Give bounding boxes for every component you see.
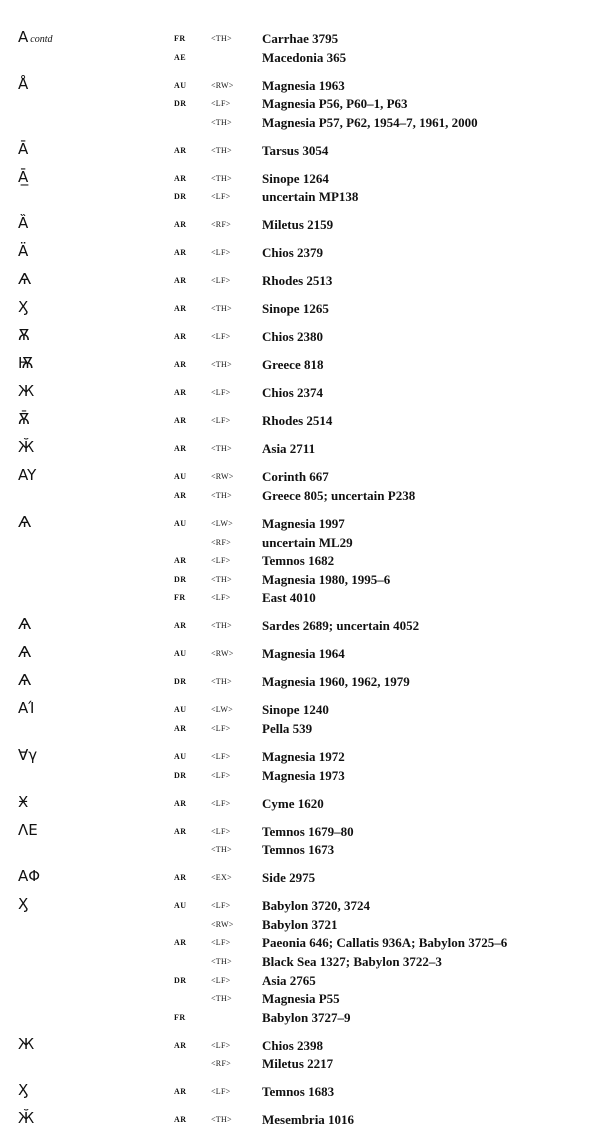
position-code: <TH> xyxy=(211,845,232,854)
position-code: <TH> xyxy=(211,34,232,43)
metal-code: AR xyxy=(174,491,187,500)
monogram-glyph xyxy=(18,270,31,288)
position-code: <TH> xyxy=(211,146,232,155)
monogram-glyph xyxy=(18,1109,34,1127)
catalogue-line xyxy=(0,1111,605,1129)
metal-code: AR xyxy=(174,873,187,882)
catalogue-line xyxy=(0,1055,605,1073)
metal-code: AE xyxy=(174,53,187,62)
monogram-text: Ӽ xyxy=(18,298,29,316)
catalogue-line xyxy=(0,552,605,570)
catalogue-line xyxy=(0,384,605,402)
catalogue-line xyxy=(0,645,605,663)
mint-reference: Tarsus 3054 xyxy=(262,143,329,158)
mint-reference: Paeonia 646; Callatis 936A; Babylon 3725–6 xyxy=(262,935,508,950)
position-code: <LF> xyxy=(211,938,231,947)
monogram-glyph xyxy=(18,513,31,531)
position-code: <TH> xyxy=(211,677,232,686)
monogram-text: Ā xyxy=(18,140,29,158)
monogram-text: Ӓ xyxy=(18,242,29,260)
catalogue-line xyxy=(0,972,605,990)
catalogue-line xyxy=(0,953,605,971)
monogram-text: Ѧ xyxy=(18,513,32,531)
mint-reference: Black Sea 1327; Babylon 3722–3 xyxy=(262,954,442,969)
monogram-text: Ӂ xyxy=(18,438,35,456)
mint-reference: Temnos 1679–80 xyxy=(262,824,354,839)
metal-code: AR xyxy=(174,360,187,369)
mint-reference: Temnos 1682 xyxy=(262,553,335,568)
catalogue-line xyxy=(0,244,605,262)
monogram-text: Ѧ xyxy=(18,671,32,689)
position-code: <TH> xyxy=(211,621,232,630)
mint-reference: Magnesia 1964 xyxy=(262,646,345,661)
monogram-glyph xyxy=(18,466,36,484)
catalogue-line xyxy=(0,30,605,48)
position-code: <LF> xyxy=(211,248,231,257)
position-code: <LF> xyxy=(211,99,231,108)
metal-code: AU xyxy=(174,752,187,761)
mint-reference: Pella 539 xyxy=(262,721,313,736)
monogram-glyph xyxy=(18,438,34,456)
mint-reference: Magnesia P56, P60–1, P63 xyxy=(262,96,408,111)
mint-reference: Magnesia 1963 xyxy=(262,78,345,93)
catalogue-line xyxy=(0,515,605,533)
catalogue-line xyxy=(0,795,605,813)
monogram-text: Ȁ xyxy=(18,214,29,232)
mint-reference: Greece 805; uncertain P238 xyxy=(262,488,416,503)
monogram-text: Ж xyxy=(18,1035,35,1053)
position-code: <RF> xyxy=(211,220,232,229)
position-code: <RW> xyxy=(211,472,234,481)
metal-code: AR xyxy=(174,1115,187,1124)
catalogue-line xyxy=(0,1037,605,1055)
catalogue-line xyxy=(0,534,605,552)
position-code: <LF> xyxy=(211,799,231,808)
catalogue-line xyxy=(0,412,605,430)
mint-reference: Magnesia 1997 xyxy=(262,516,345,531)
catalogue-line xyxy=(0,170,605,188)
mint-reference: Magnesia 1972 xyxy=(262,749,345,764)
position-code: <LF> xyxy=(211,901,231,910)
position-code: <TH> xyxy=(211,491,232,500)
mint-reference: Greece 818 xyxy=(262,357,324,372)
monogram-text: Ѧ xyxy=(18,270,32,288)
catalogue-line xyxy=(0,673,605,691)
position-code: <LF> xyxy=(211,976,231,985)
mint-reference: Corinth 667 xyxy=(262,469,329,484)
catalogue-line xyxy=(0,571,605,589)
catalogue-line xyxy=(0,356,605,374)
metal-code: AU xyxy=(174,519,187,528)
position-code: <LF> xyxy=(211,771,231,780)
metal-code: FR xyxy=(174,34,186,43)
position-code: <LF> xyxy=(211,332,231,341)
catalogue-line xyxy=(0,1009,605,1027)
metal-code: AU xyxy=(174,81,187,90)
monogram-text: Ѧ xyxy=(18,643,32,661)
mint-reference: Miletus 2217 xyxy=(262,1056,334,1071)
monogram-text: ΑΊ xyxy=(18,699,35,717)
position-code: <LF> xyxy=(211,752,231,761)
position-code: <TH> xyxy=(211,957,232,966)
position-code: <LF> xyxy=(211,827,231,836)
monogram-text: Ѫ̄ xyxy=(18,410,30,428)
monogram-text: Ѧ xyxy=(18,615,32,633)
monogram-glyph xyxy=(18,28,52,49)
monogram-glyph xyxy=(18,298,28,316)
metal-code: AR xyxy=(174,388,187,397)
metal-code: AR xyxy=(174,332,187,341)
position-code: <TH> xyxy=(211,304,232,313)
mint-reference: Sinope 1265 xyxy=(262,301,329,316)
position-code: <RF> xyxy=(211,538,232,547)
monogram-glyph xyxy=(18,643,31,661)
catalogue-line xyxy=(0,49,605,67)
position-code: <LF> xyxy=(211,192,231,201)
monogram-text: Ӿ xyxy=(18,793,29,811)
catalogue-line xyxy=(0,823,605,841)
metal-code: AU xyxy=(174,472,187,481)
metal-code: AR xyxy=(174,621,187,630)
mint-reference: Magnesia P55 xyxy=(262,991,340,1006)
metal-code: AR xyxy=(174,276,187,285)
metal-code: DR xyxy=(174,771,187,780)
monogram-glyph xyxy=(18,140,28,158)
mint-reference: Asia 2765 xyxy=(262,973,316,988)
monogram-text: Ā̲ xyxy=(18,168,29,186)
metal-code: AR xyxy=(174,938,187,947)
position-code: <LF> xyxy=(211,1087,231,1096)
catalogue-line xyxy=(0,841,605,859)
position-code: <LF> xyxy=(211,1041,231,1050)
monogram-glyph xyxy=(18,821,38,839)
position-code: <TH> xyxy=(211,118,232,127)
position-code: <LF> xyxy=(211,416,231,425)
monogram-text: Ɐγ xyxy=(18,746,38,764)
metal-code: AR xyxy=(174,827,187,836)
metal-code: AR xyxy=(174,304,187,313)
catalogue-line xyxy=(0,216,605,234)
monogram-text: ΛΕ xyxy=(18,821,38,839)
catalogue-line xyxy=(0,589,605,607)
mint-reference: Side 2975 xyxy=(262,870,316,885)
monogram-glyph xyxy=(18,168,28,186)
monogram-glyph xyxy=(18,671,31,689)
metal-code: DR xyxy=(174,192,187,201)
position-code: <LF> xyxy=(211,388,231,397)
catalogue-line xyxy=(0,990,605,1008)
position-code: <TH> xyxy=(211,994,232,1003)
monogram-text: AY xyxy=(18,466,37,484)
catalogue-line xyxy=(0,617,605,635)
monogram-glyph xyxy=(18,895,28,913)
mint-reference: Rhodes 2514 xyxy=(262,413,333,428)
position-code: <RW> xyxy=(211,920,234,929)
monogram-glyph xyxy=(18,382,34,400)
mint-reference: Babylon 3721 xyxy=(262,917,338,932)
catalogue-line xyxy=(0,114,605,132)
catalogue-line xyxy=(0,869,605,887)
monogram-glyph xyxy=(18,746,37,764)
metal-code: FR xyxy=(174,593,186,602)
position-code: <TH> xyxy=(211,575,232,584)
monogram-glyph xyxy=(18,326,30,344)
monogram-text: A xyxy=(18,28,29,46)
monogram-glyph xyxy=(18,410,30,428)
catalogue-line xyxy=(0,95,605,113)
metal-code: AR xyxy=(174,556,187,565)
monogram-glyph xyxy=(18,1035,34,1053)
catalogue-line xyxy=(0,1083,605,1101)
mint-reference: Babylon 3720, 3724 xyxy=(262,898,370,913)
metal-code: AR xyxy=(174,1087,187,1096)
monogram-glyph xyxy=(18,699,34,717)
position-code: <TH> xyxy=(211,360,232,369)
catalogue-line xyxy=(0,272,605,290)
catalogue-line xyxy=(0,77,605,95)
mint-reference: Chios 2374 xyxy=(262,385,324,400)
position-code: <EX> xyxy=(211,873,232,882)
mint-reference: Magnesia 1973 xyxy=(262,768,345,783)
mint-reference: Macedonia 365 xyxy=(262,50,347,65)
metal-code: AR xyxy=(174,799,187,808)
metal-code: AU xyxy=(174,649,187,658)
mint-reference: Temnos 1683 xyxy=(262,1084,335,1099)
mint-reference: East 4010 xyxy=(262,590,316,605)
catalogue-line xyxy=(0,468,605,486)
mint-reference: uncertain ML29 xyxy=(262,535,353,550)
metal-code: AR xyxy=(174,444,187,453)
mint-reference: Magnesia P57, P62, 1954–7, 1961, 2000 xyxy=(262,115,478,130)
metal-code: DR xyxy=(174,99,187,108)
continued-label: contd xyxy=(30,34,53,45)
metal-code: AR xyxy=(174,416,187,425)
metal-code: AR xyxy=(174,220,187,229)
catalogue-line xyxy=(0,328,605,346)
metal-code: FR xyxy=(174,1013,186,1022)
monogram-glyph xyxy=(18,867,40,885)
monogram-glyph xyxy=(18,354,33,372)
catalogue-line xyxy=(0,701,605,719)
mint-reference: Miletus 2159 xyxy=(262,217,334,232)
monogram-text: Å xyxy=(18,75,29,93)
position-code: <LF> xyxy=(211,593,231,602)
monogram-glyph xyxy=(18,214,28,232)
mint-reference: Sardes 2689; uncertain 4052 xyxy=(262,618,420,633)
mint-reference: uncertain MP138 xyxy=(262,189,359,204)
position-code: <LW> xyxy=(211,705,234,714)
mint-reference: Asia 2711 xyxy=(262,441,316,456)
monogram-text: Ӽ xyxy=(18,1081,29,1099)
position-code: <TH> xyxy=(211,444,232,453)
catalogue-line xyxy=(0,934,605,952)
catalogue-line xyxy=(0,748,605,766)
catalogue-line xyxy=(0,142,605,160)
catalogue-line xyxy=(0,487,605,505)
metal-code: AR xyxy=(174,146,187,155)
catalogue-line xyxy=(0,440,605,458)
mint-reference: Rhodes 2513 xyxy=(262,273,333,288)
metal-code: AR xyxy=(174,174,187,183)
mint-reference: Mesembria 1016 xyxy=(262,1112,355,1127)
mint-reference: Cyme 1620 xyxy=(262,796,324,811)
position-code: <TH> xyxy=(211,1115,232,1124)
mint-reference: Chios 2380 xyxy=(262,329,324,344)
catalogue-line xyxy=(0,188,605,206)
monogram-text: AΦ xyxy=(18,867,41,885)
mint-reference: Babylon 3727–9 xyxy=(262,1010,351,1025)
mint-reference: Carrhae 3795 xyxy=(262,31,339,46)
catalogue-line xyxy=(0,300,605,318)
catalogue-line xyxy=(0,720,605,738)
mint-reference: Temnos 1673 xyxy=(262,842,335,857)
catalogue-line xyxy=(0,767,605,785)
metal-code: DR xyxy=(174,976,187,985)
monogram-glyph xyxy=(18,793,28,811)
monogram-glyph xyxy=(18,615,31,633)
monogram-text: Ӂ xyxy=(18,1109,35,1127)
metal-code: AR xyxy=(174,248,187,257)
position-code: <RW> xyxy=(211,81,234,90)
position-code: <LF> xyxy=(211,724,231,733)
monogram-glyph xyxy=(18,75,28,93)
monogram-text: Ж xyxy=(18,382,35,400)
monogram-glyph xyxy=(18,242,28,260)
metal-code: AR xyxy=(174,1041,187,1050)
position-code: <RF> xyxy=(211,1059,232,1068)
mint-reference: Magnesia 1980, 1995–6 xyxy=(262,572,391,587)
mint-reference: Sinope 1264 xyxy=(262,171,329,186)
mint-reference: Magnesia 1960, 1962, 1979 xyxy=(262,674,410,689)
metal-code: AR xyxy=(174,724,187,733)
metal-code: AU xyxy=(174,901,187,910)
catalogue-line xyxy=(0,897,605,915)
position-code: <LF> xyxy=(211,556,231,565)
mint-reference: Chios 2379 xyxy=(262,245,324,260)
monogram-glyph xyxy=(18,1081,28,1099)
position-code: <LF> xyxy=(211,276,231,285)
monogram-text: Ѭ xyxy=(18,354,34,372)
catalogue-line xyxy=(0,916,605,934)
mint-reference: Sinope 1240 xyxy=(262,702,329,717)
monogram-text: Ѫ xyxy=(18,326,30,344)
position-code: <TH> xyxy=(211,174,232,183)
mint-reference: Chios 2398 xyxy=(262,1038,324,1053)
metal-code: DR xyxy=(174,677,187,686)
position-code: <LW> xyxy=(211,519,234,528)
metal-code: DR xyxy=(174,575,187,584)
metal-code: AU xyxy=(174,705,187,714)
position-code: <RW> xyxy=(211,649,234,658)
monogram-text: Ӽ xyxy=(18,895,29,913)
